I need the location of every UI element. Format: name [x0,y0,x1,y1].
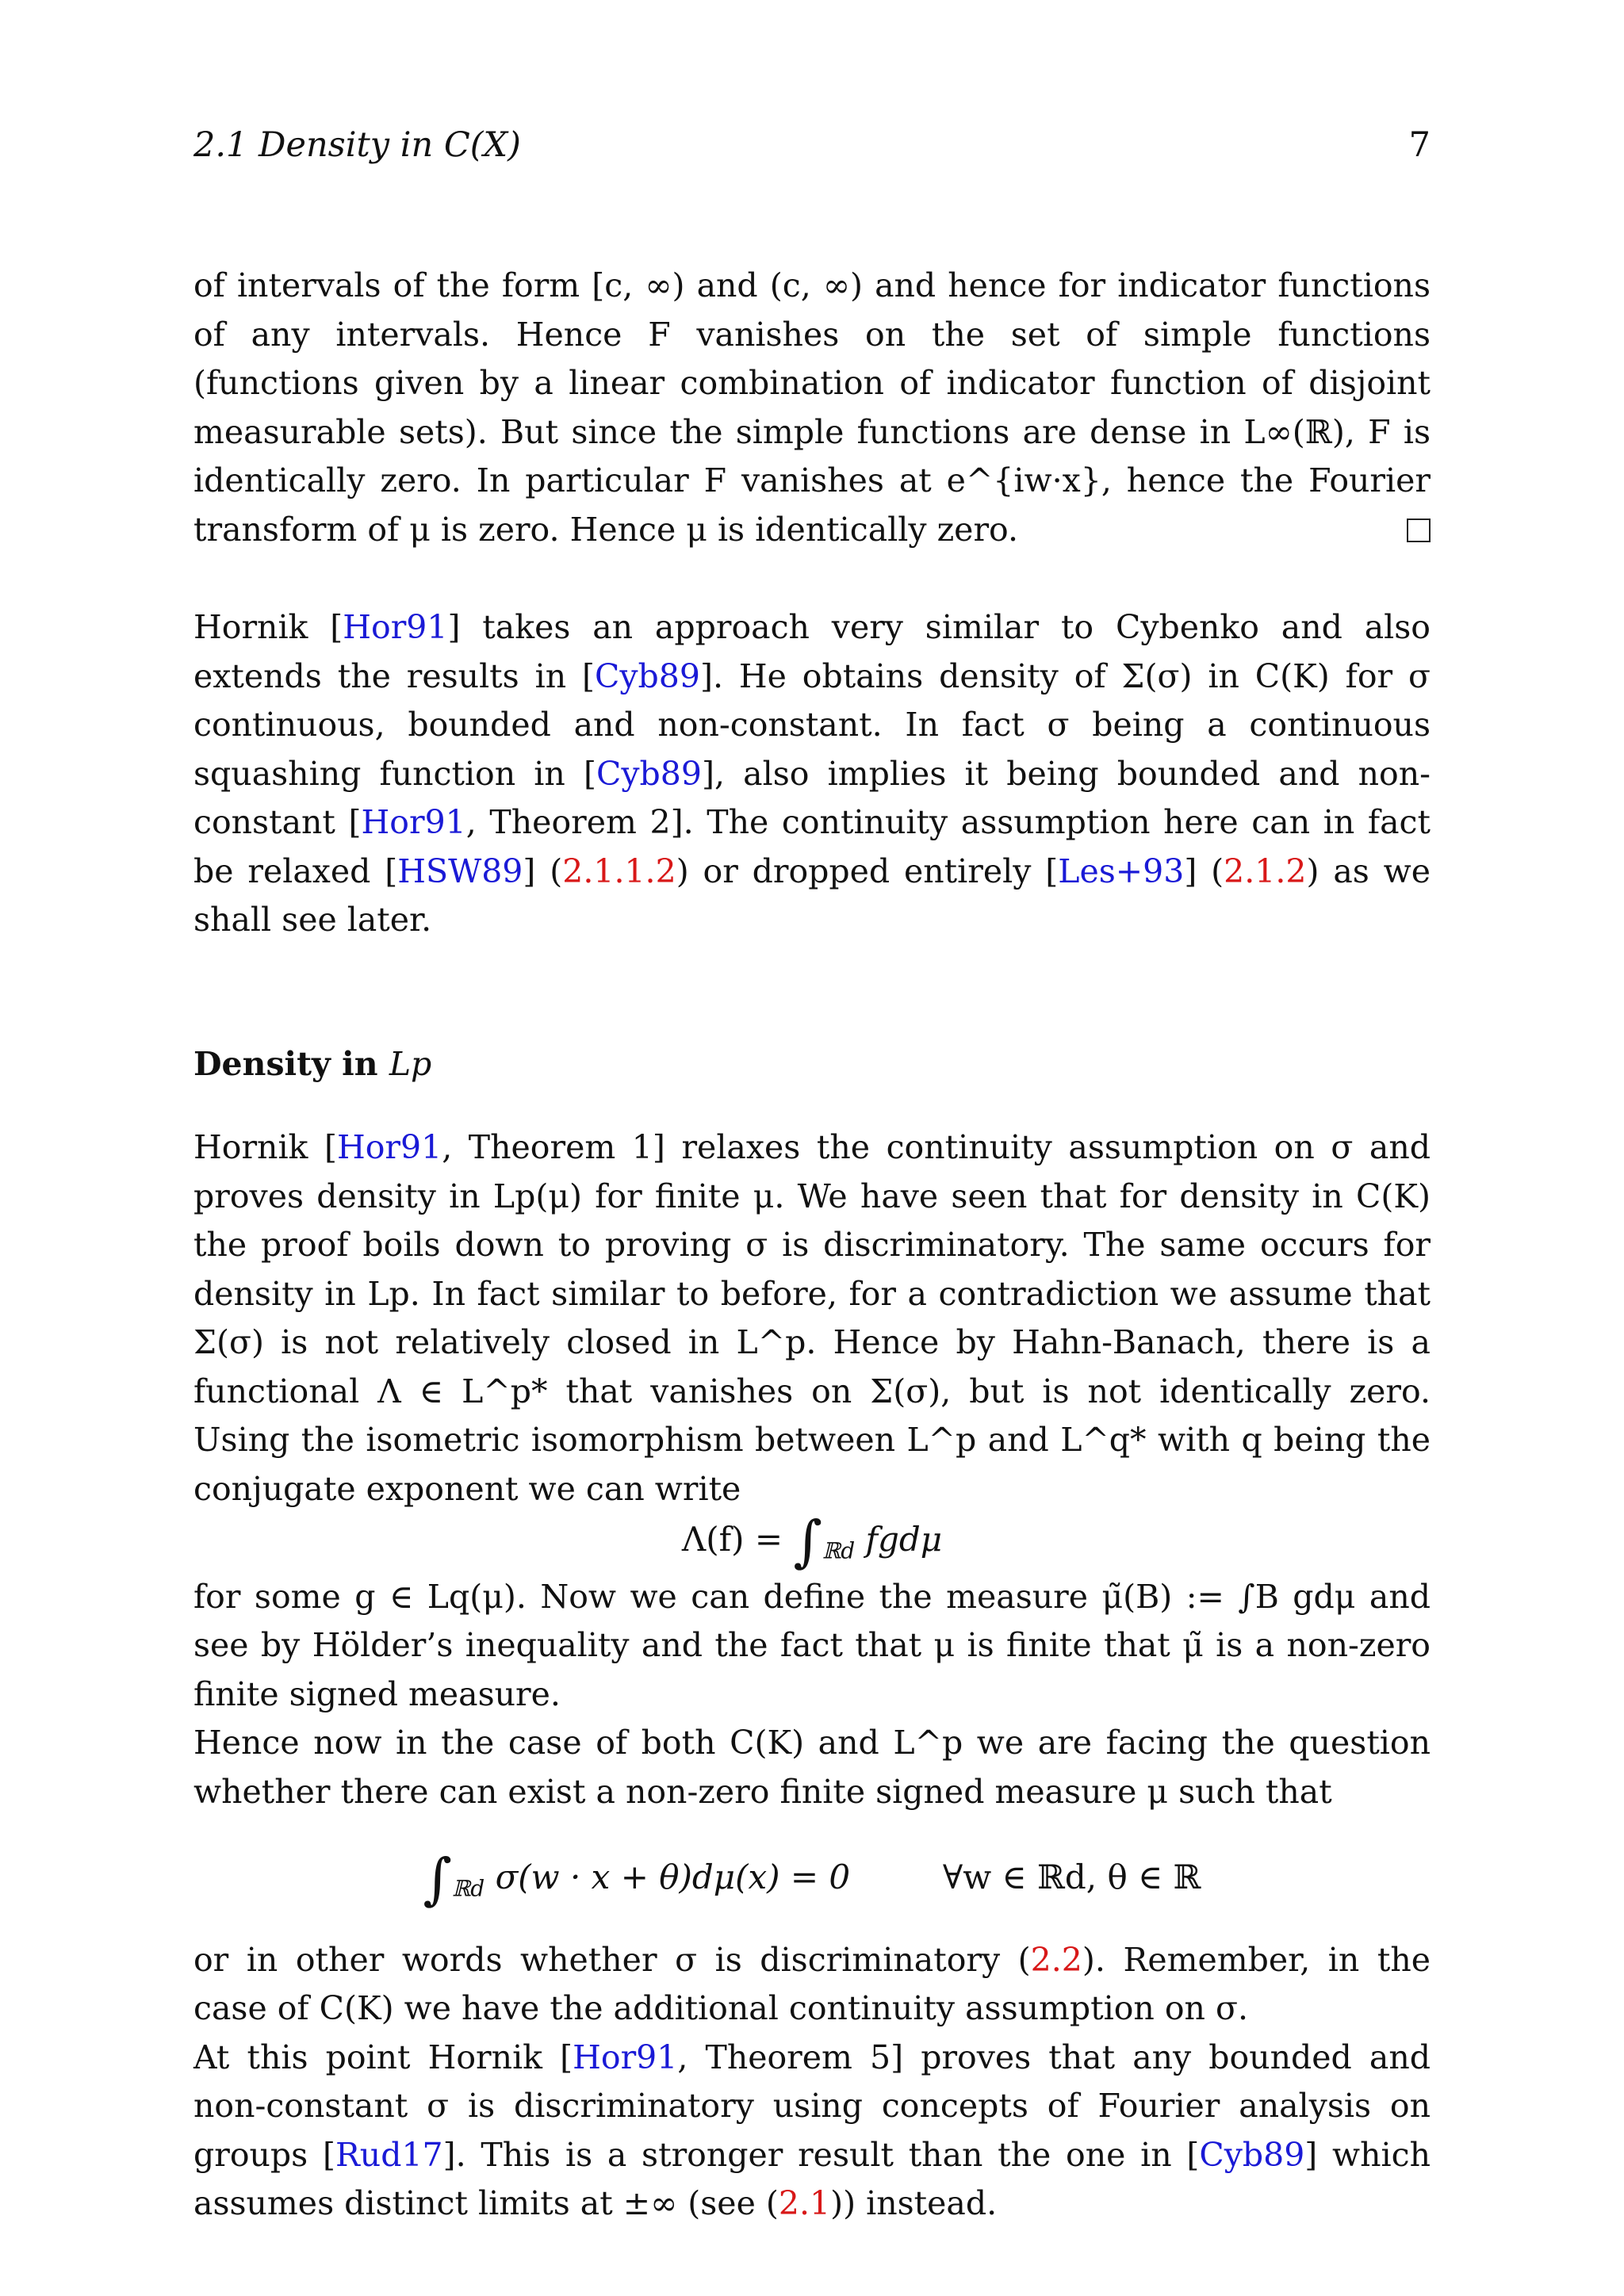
crossref-link[interactable]: 2.1 [778,2184,831,2222]
text-run: ) as we shall see later. [193,851,1431,939]
integral-domain: ℝd [822,1537,856,1564]
crossref-link[interactable]: 2.1.2 [1224,851,1307,890]
citation-link[interactable]: Cyb89 [595,656,700,695]
integral-sign-icon: ∫ [793,1509,822,1574]
citation-link[interactable]: HSW89 [397,851,523,890]
text-run: )) instead. [830,2184,998,2222]
text-run: Hence now in the case of both C(K) and L^p we are facing the question whether there can exist a non-zero finite signed measure μ such that [193,1724,1431,1811]
body-text [193,262,1431,2229]
page-number: 7 [1408,125,1431,165]
equation-1 [193,1509,1431,1574]
subsection-title: Density in [193,1044,378,1083]
crossref-link[interactable]: 2.1.1.2 [562,851,676,890]
text-run: ] ( [1184,851,1224,890]
citation-link[interactable]: Hor91 [573,2038,678,2076]
text-run: ) or dropped entirely [ [676,851,1059,890]
text-run: Hornik [ [193,608,343,646]
paragraph-3 [193,1123,1431,1513]
text-run: ). Remember, in the case of C(K) we have the additional continuity assumption on σ. [193,1940,1431,2027]
equation-rhs: ∀w ∈ ℝd, θ ∈ ℝ [942,1858,1201,1896]
text-run: ] which assumes distinct limits at ±∞ (see ( [193,2135,1431,2222]
citation-link[interactable]: Cyb89 [596,754,702,793]
text-run: , Theorem 2]. The continuity assumption here can in fact be relaxed [ [193,803,1431,890]
equation-lhs: σ(w · x + θ)dμ(x) = 0 [495,1858,851,1896]
text-run: ] ( [523,851,563,890]
paragraph-7 [193,2034,1431,2229]
qed-box-icon [1407,519,1431,542]
subsection-symbol: Lp [389,1044,432,1083]
text-run: , Theorem 1] relaxes the continuity assumption on σ and proves density in Lp(μ) for finite μ. We have seen that for density in C(K) the proof boils down to proving σ is discriminatory. The same occurs for density in Lp. In fact similar to before, for a contradiction we assume that Σ(σ) is not relatively closed in L^p. Hence by Hahn-Banach, there is a functional Λ ∈ L^p* that vanishes on Σ(σ), but is not identically zero. Using the isometric isomorphism between L^p and L^q* with q being the conjugate exponent we can write [193,1128,1431,1508]
paragraph-5 [193,1719,1431,1816]
text-run: ], also implies it being bounded and non-constant [ [193,754,1431,841]
citation-link[interactable]: Hor91 [336,1128,442,1166]
citation-link[interactable]: Rud17 [335,2135,443,2174]
paragraph-6 [193,1936,1431,2034]
text-run: for some g ∈ Lq(μ). Now we can define the measure μ̃(B) := ∫B gdμ and see by Hölder’s inequality and the fact that μ is finite that μ̃ is a non-zero finite signed measure. [193,1577,1431,1713]
crossref-link[interactable]: 2.2 [1030,1940,1082,1979]
paragraph-1-text: of intervals of the form [c, ∞) and (c, ∞) and hence for indicator functions of any intervals. Hence F vanishes on the set of simple functions (functions given by a linear combination of indicator function of disjoint measurable sets). But since the simple functions are dense in L∞(ℝ), F is identically zero. In particular F vanishes at e^{iw·x}, hence the Fourier transform of μ is zero. Hence μ is identically zero. [193,266,1431,549]
citation-link[interactable]: Hor91 [343,608,448,646]
paragraph-2 [193,603,1431,945]
integral-domain: ℝd [452,1875,485,1902]
text-run: At this point Hornik [ [193,2038,573,2076]
running-head [193,125,1431,165]
text-run: or in other words whether σ is discriminatory ( [193,1940,1031,1979]
citation-link[interactable]: Hor91 [361,803,466,841]
equation-2 [193,1846,1431,1911]
paragraph-4 [193,1573,1431,1720]
text-run: ] takes an approach very similar to Cybenko and also extends the results in [ [193,608,1431,695]
text-run: ]. He obtains density of Σ(σ) in C(K) for σ continuous, bounded and non-constant. In fact σ being a continuous squashing function in [ [193,656,1431,793]
section-title: 2.1 Density in C(X) [193,125,521,165]
equation-rhs: fgdμ [865,1520,943,1559]
citation-link[interactable]: Les+93 [1058,851,1185,890]
subsection-heading [193,1040,1431,1089]
paragraph-1 [193,262,1431,554]
text-run: ]. This is a stronger result than the one in [ [442,2135,1200,2174]
citation-link[interactable]: Cyb89 [1199,2135,1305,2174]
text-run: , Theorem 5] proves that any bounded and non-constant σ is discriminatory using concepts of Fourier analysis on groups [ [193,2038,1431,2174]
equation-lhs: Λ(f) = [681,1520,783,1559]
integral-sign-icon: ∫ [423,1846,453,1911]
text-run: Hornik [ [193,1128,337,1166]
